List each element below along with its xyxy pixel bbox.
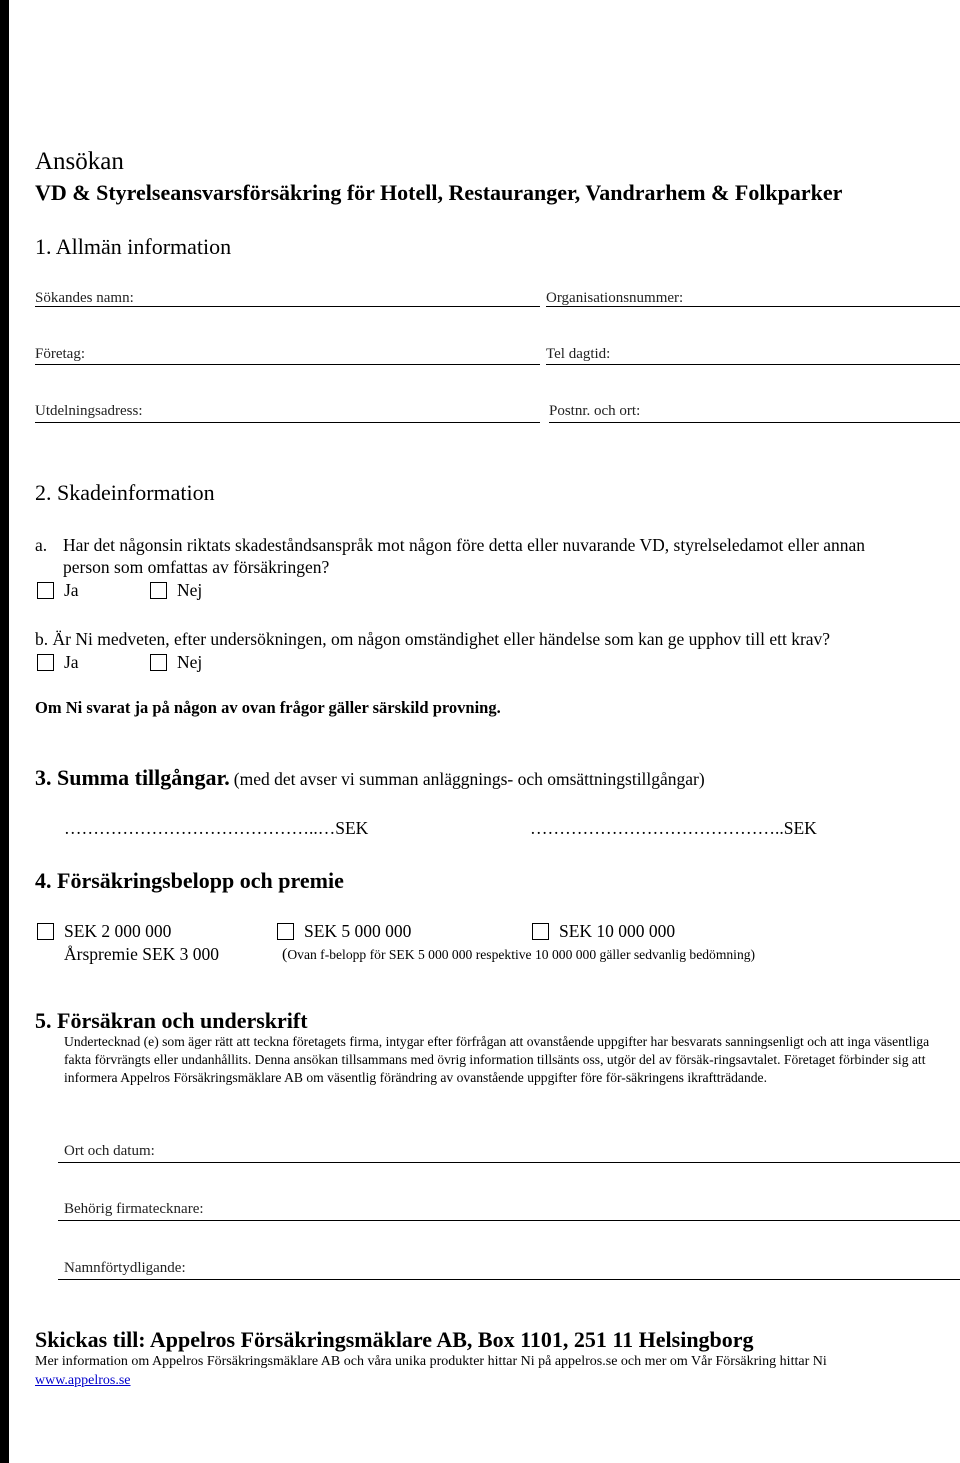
section-3-heading: 3. Summa tillgångar. xyxy=(35,765,230,790)
amount-option-2m[interactable] xyxy=(37,921,171,942)
checkbox-icon[interactable] xyxy=(532,923,549,940)
signatory-label: Behörig firmatecknare: xyxy=(64,1201,204,1217)
section-1-heading: 1. Allmän information xyxy=(35,234,232,259)
phone-field[interactable] xyxy=(546,364,960,365)
amount-note-text: Ovan f-belopp för SEK 5 000 000 respektive 10 000 000 gäller sedvanlig bedömning) xyxy=(287,947,756,962)
amount-option-10m[interactable] xyxy=(532,921,675,942)
question-a-line2: person som omfattas av försäkringen? xyxy=(63,557,330,577)
name-clarification-field[interactable] xyxy=(58,1279,960,1280)
checkbox-icon[interactable] xyxy=(37,582,54,599)
amount-label: SEK 10 000 000 xyxy=(559,921,676,941)
org-number-label: Organisationsnummer: xyxy=(546,290,684,306)
checkbox-icon[interactable] xyxy=(37,923,54,940)
checkbox-icon[interactable] xyxy=(37,654,54,671)
amount-label: SEK 5 000 000 xyxy=(304,921,412,941)
question-b-no-option[interactable] xyxy=(150,652,202,673)
declaration-text: Undertecknad (e) som äger rätt att teckna företagets firma, intygar efter förfrågan att ovanstående uppgifter har besvarats sanningsenligt och att inga väsentliga fakta förvrängts eller undanhållits. Denna ansökan tillsammans med övrig information tillsänts oss, utgör del av försäk-ringsavtalet. Företaget förbinder sig att informera Appelros Försäkringsmäklare AB om väsentlig förändring av ovanstående uppgifter före för-säkringens ikraftträdande. xyxy=(64,1034,930,1085)
question-a-no-option[interactable] xyxy=(150,580,202,601)
amount-note-paren: ( xyxy=(282,946,288,963)
no-label: Nej xyxy=(177,652,203,672)
checkbox-icon[interactable] xyxy=(150,654,167,671)
assets-field-2[interactable]: ……………………………………..SEK xyxy=(530,818,817,838)
question-a-letter: a. xyxy=(35,535,48,555)
section-4-heading: 4. Försäkringsbelopp och premie xyxy=(35,868,344,893)
place-date-label: Ort och datum: xyxy=(64,1143,155,1159)
no-label: Nej xyxy=(177,580,203,600)
place-date-field[interactable] xyxy=(58,1162,960,1163)
amount-label: SEK 2 000 000 xyxy=(64,921,172,941)
name-clarification-label: Namnförtydligande: xyxy=(64,1260,186,1276)
question-b-yes-option[interactable] xyxy=(37,652,79,673)
applicant-name-field[interactable] xyxy=(35,306,540,307)
postal-label: Postnr. och ort: xyxy=(549,403,641,419)
phone-label: Tel dagtid: xyxy=(546,346,611,362)
section-3-heading-note: (med det avser vi summan anläggnings- och omsättningstillgångar) xyxy=(233,769,705,789)
address-field[interactable] xyxy=(35,422,540,423)
question-a-line1: Har det någonsin riktats skadeståndsanspråk mot någon före detta eller nuvarande VD, styrelseledamot eller annan xyxy=(63,535,865,555)
yes-label: Ja xyxy=(64,652,79,672)
postal-field[interactable] xyxy=(549,422,960,423)
document-title: Ansökan xyxy=(35,148,124,175)
section-3-heading-row xyxy=(35,765,705,791)
question-b: b. Är Ni medveten, efter undersökningen, om någon omständighet eller händelse som kan ge upphov till ett krav? xyxy=(35,629,831,649)
company-label: Företag: xyxy=(35,346,85,362)
signatory-field[interactable] xyxy=(58,1220,960,1221)
amount-note xyxy=(282,946,755,964)
more-info-text: Mer information om Appelros Försäkringsmäklare AB och våra unika produkter hittar Ni på appelros.se och mer om Vår Försäkring hittar Ni xyxy=(35,1354,827,1369)
address-label: Utdelningsadress: xyxy=(35,403,143,419)
checkbox-icon[interactable] xyxy=(150,582,167,599)
company-field[interactable] xyxy=(35,364,540,365)
yes-label: Ja xyxy=(64,580,79,600)
section-5-heading: 5. Försäkran och underskrift xyxy=(35,1008,308,1033)
amount-option-5m[interactable] xyxy=(277,921,411,942)
question-a-yes-option[interactable] xyxy=(37,580,79,601)
send-to-heading: Skickas till: Appelros Försäkringsmäklare AB, Box 1101, 251 11 Helsingborg xyxy=(35,1327,754,1352)
applicant-name-label: Sökandes namn: xyxy=(35,290,134,306)
document-subtitle: VD & Styrelseansvarsförsäkring för Hotell, Restauranger, Vandrarhem & Folkparker xyxy=(35,180,843,205)
assets-field-1[interactable]: ……………………………………..…SEK xyxy=(64,818,369,838)
special-review-note: Om Ni svarat ja på någon av ovan frågor gäller särskild provning. xyxy=(35,698,501,717)
checkbox-icon[interactable] xyxy=(277,923,294,940)
left-edge-bar xyxy=(0,0,9,1463)
section-2-heading: 2. Skadeinformation xyxy=(35,480,215,505)
annual-premium: Årspremie SEK 3 000 xyxy=(64,944,220,964)
website-link[interactable]: www.appelros.se xyxy=(35,1373,131,1388)
org-number-field[interactable] xyxy=(546,306,960,307)
